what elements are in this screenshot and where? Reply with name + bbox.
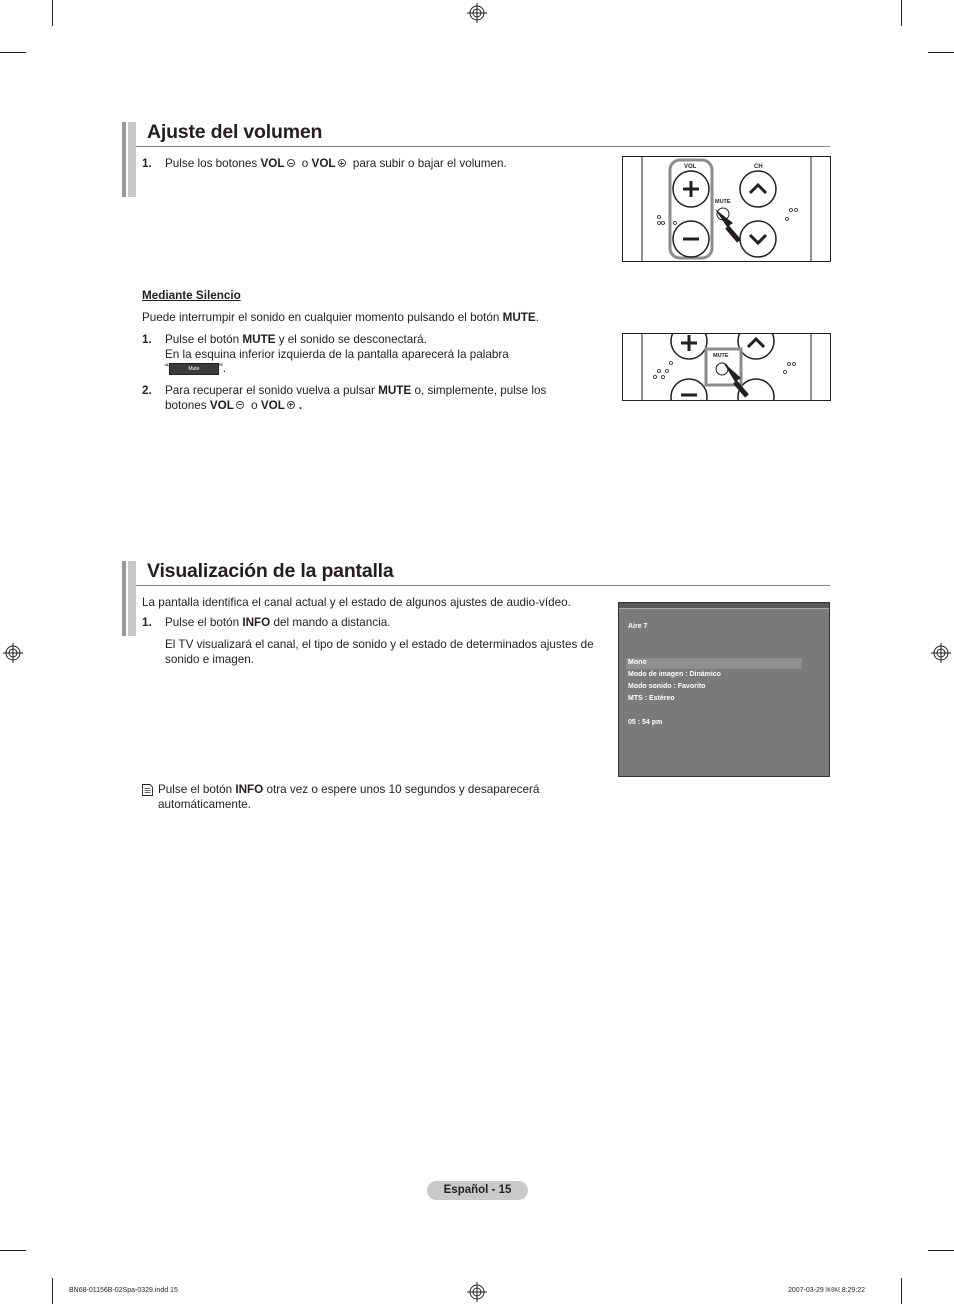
mute-osd-text: Mute — [188, 366, 200, 373]
osd-sound-mode: Modo sonido : Favorito — [628, 683, 706, 690]
ch-up-button — [740, 171, 776, 207]
osd-picture-mode: Modo de imagen : Dinámico — [628, 671, 721, 678]
section-rule — [136, 146, 830, 147]
registration-mark-icon — [467, 1282, 487, 1302]
page-number-label: Español - 15 — [427, 1181, 528, 1200]
date-slug: 2007-03-29 ￼￼ 8:29:22 — [788, 1287, 866, 1294]
crop-mark — [901, 0, 902, 26]
section-accent-bar — [122, 561, 136, 636]
mute-label: MUTE — [715, 199, 731, 205]
step-text: Pulse el botón INFO del mando a distancia. — [165, 616, 391, 629]
step-number: 1. — [142, 157, 152, 170]
intro-text: La pantalla identifica el canal actual y el estado de algunos ajustes de audio-vídeo. — [142, 596, 571, 609]
osd-time: 05 : 54 pm — [628, 719, 663, 726]
note-text: Pulse el botón INFO otra vez o espere unos 10 segundos y desaparecerá automáticamente. — [158, 783, 540, 811]
crop-mark — [0, 1250, 26, 1251]
osd-sound: Mono — [628, 659, 647, 666]
registration-mark-icon — [3, 643, 23, 663]
step-number: 1. — [142, 616, 152, 629]
vol-plus-icon — [338, 159, 346, 167]
step-text: Pulse el botón MUTE y el sonido se desconectará. En la esquina inferior izquierda de la pantalla aparecerá la palabra “ Mute ”. — [165, 333, 509, 376]
vol-label: VOL — [684, 164, 697, 170]
intro-text: Puede interrumpir el sonido en cualquier momento pulsando el botón MUTE. — [142, 311, 539, 324]
crop-mark — [52, 1278, 53, 1304]
step-number: 2. — [142, 384, 152, 397]
section-title: Visualización de la pantalla — [147, 560, 394, 582]
osd-mts: MTS : Estéreo — [628, 695, 675, 702]
vol-plus-icon — [287, 401, 295, 409]
ch-down-button — [740, 221, 776, 257]
crop-mark — [52, 0, 53, 26]
crop-mark — [901, 1278, 902, 1304]
tv-info-osd — [618, 602, 830, 777]
mute-osd-indicator — [169, 363, 219, 375]
crop-mark — [0, 52, 26, 53]
subsection-heading: Mediante Silencio — [142, 289, 241, 302]
registration-mark-icon — [931, 643, 951, 663]
osd-top-bar — [619, 603, 829, 609]
osd-highlight — [626, 658, 802, 669]
step-text: El TV visualizará el canal, el tipo de sonido y el estado de determinados ajustes de sonido e imagen. — [165, 638, 594, 666]
note-icon — [142, 784, 153, 796]
step-number: 1. — [142, 333, 152, 346]
crop-mark — [928, 1250, 954, 1251]
remote-illustration-mute — [622, 333, 831, 401]
section-title: Ajuste del volumen — [147, 121, 323, 143]
mute-label: MUTE — [713, 353, 729, 359]
remote-illustration-volume — [622, 156, 831, 262]
vol-minus-icon — [236, 401, 244, 409]
file-slug: BN68-01156B-02Spa-0329.indd 15 — [69, 1287, 178, 1294]
section-rule — [136, 585, 830, 586]
section-accent-bar — [122, 122, 136, 197]
crop-mark — [928, 52, 954, 53]
osd-channel: Aire 7 — [628, 623, 648, 630]
registration-mark-icon — [467, 3, 487, 23]
step-text: Pulse los botones VOL o VOL para subir o bajar el volumen. — [165, 157, 507, 170]
step-text: Para recuperar el sonido vuelva a pulsar MUTE o, simplemente, pulse los botones VOL o VOL . — [165, 384, 547, 412]
ch-label: CH — [754, 164, 763, 170]
vol-minus-icon — [287, 159, 295, 167]
